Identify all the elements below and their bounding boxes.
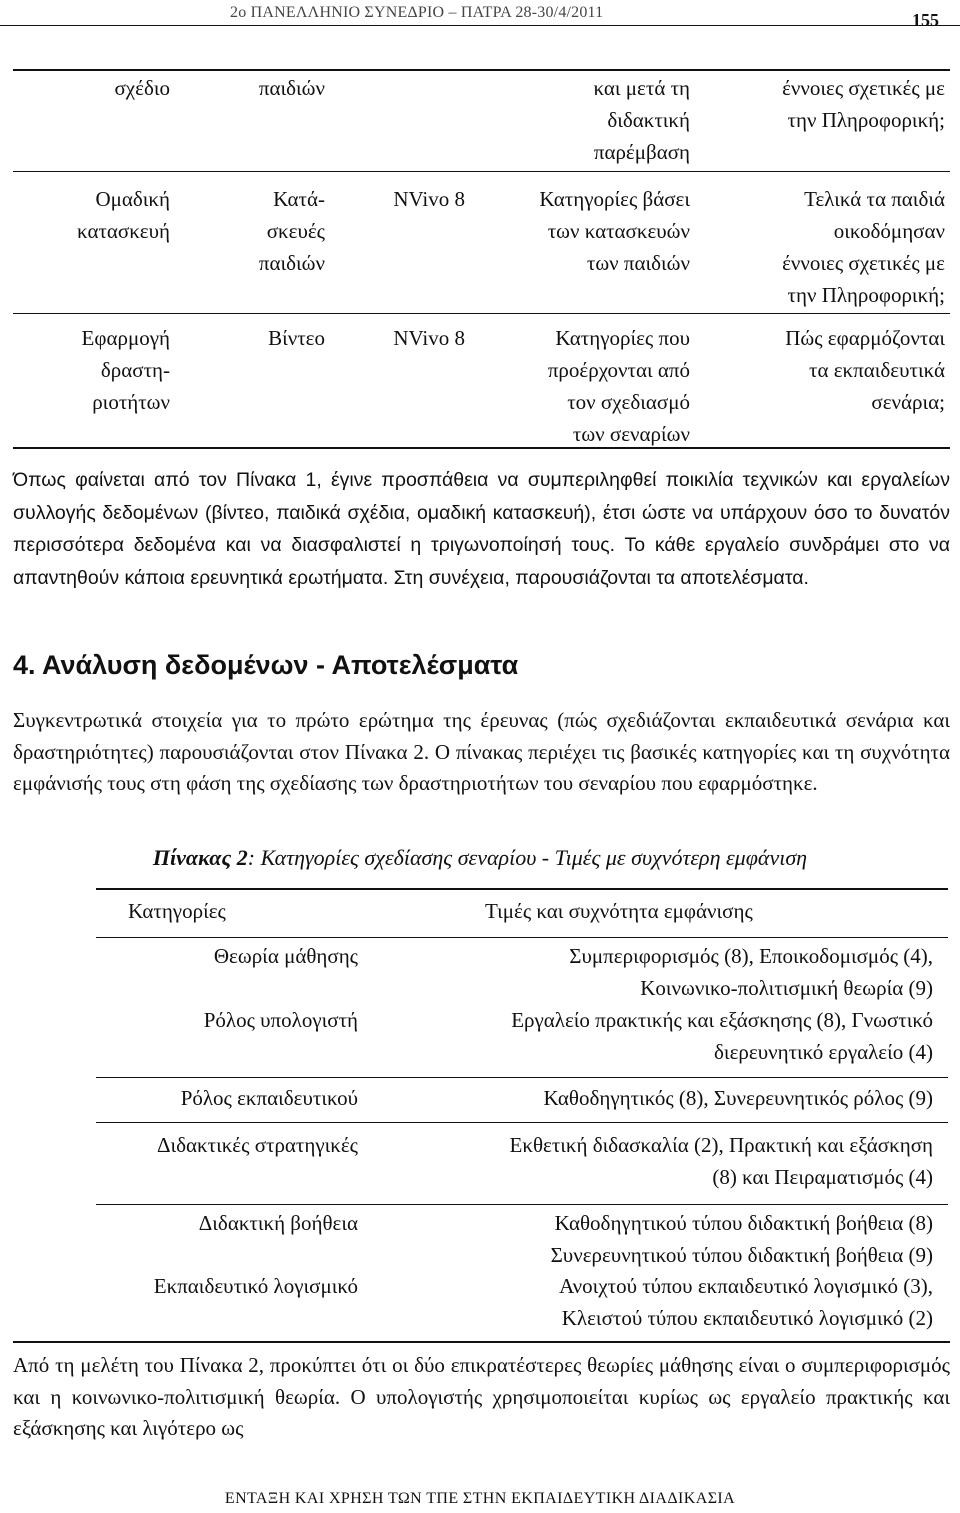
- table-2-category: Ρόλος υπολογιστή: [203, 1008, 358, 1032]
- table-2-category: Ρόλος εκπαιδευτικού: [180, 1086, 358, 1110]
- table-2-caption-label: Πίνακας 2: [152, 845, 248, 870]
- table-1-cell: Πώς εφαρμόζονται τα εκπαιδευτικά σενάρια;: [785, 326, 945, 414]
- table-1-cell: παιδιών: [258, 76, 325, 100]
- table-1-row-rule: [13, 171, 950, 172]
- table-2-top-rule: [96, 888, 948, 890]
- table-1-cell: Κατά- σκευές παιδιών: [258, 187, 325, 275]
- table-1-cell: Κατηγορίες που προέρχονται από τον σχεδιασμό των σεναρίων: [547, 326, 690, 446]
- body-paragraph: Από τη μελέτη του Πίνακα 2, προκύπτει ότι οι δύο επικρατέστερες θεωρίες μάθησης είναι ο συμπεριφορισμός και η κοινωνικο-πολιτισμική θεωρία. Ο υπολογιστής χρησιμοποιείται κυρίως ως εργαλείο πρακτικής και εξάσκησης και λιγότερο ως: [13, 1353, 950, 1440]
- table-2-category: Διδακτικές στρατηγικές: [157, 1133, 358, 1157]
- body-paragraph: Συγκεντρωτικά στοιχεία για το πρώτο ερώτημα της έρευνας (πώς σχεδιάζονται εκπαιδευτικά σενάρια και δραστηριότητες) παρουσιάζονται στον Πίνακα 2. Ο πίνακας περιέχει τις βασικές κατηγορίες και τη συχνότητα εμφάνισής τους στη φάση της σχεδίασης των δραστηριοτήτων του σεναρίου που εφαρμόστηκε.: [13, 708, 950, 795]
- table-2-row-rule: [96, 1122, 948, 1123]
- page-number: 155: [912, 10, 939, 30]
- table-2-header-values: Τιμές και συχνότητα εμφάνισης: [485, 899, 753, 923]
- table-2-row-rule: [96, 1077, 948, 1078]
- table-2-caption-text: : Κατηγορίες σχεδίασης σεναρίου - Τιμές με συχνότερη εμφάνιση: [247, 845, 808, 870]
- table-1-row-rule: [13, 313, 950, 314]
- table-2-bottom-rule: [13, 1341, 950, 1343]
- table-1-cell: NVivo 8: [393, 187, 465, 211]
- table-2-values: Ανοιχτού τύπου εκπαιδευτικό λογισμικό (3), Κλειστού τύπου εκπαιδευτικό λογισμικό (2): [559, 1274, 933, 1330]
- table-2-category: Διδακτική βοήθεια: [198, 1211, 358, 1235]
- table-1-cell: NVivo 8: [393, 326, 465, 350]
- table-2-category: Θεωρία μάθησης: [213, 944, 358, 968]
- table-2-row-rule: [96, 1204, 948, 1205]
- table-2-values: Καθοδηγητικός (8), Συνερευνητικός ρόλος (9): [543, 1086, 933, 1110]
- table-1-top-rule: [13, 69, 950, 71]
- table-1-cell: Ομαδική κατασκευή: [77, 187, 170, 243]
- table-1-cell: σχέδιο: [114, 76, 170, 100]
- table-2-header-rule: [96, 937, 948, 938]
- table-2-values: Καθοδηγητικού τύπου διδακτική βοήθεια (8) Συνερευνητικού τύπου διδακτική βοήθεια (9): [550, 1211, 933, 1267]
- table-2-values: Εργαλείο πρακτικής και εξάσκησης (8), Γνωστικό διερευνητικό εργαλείο (4): [511, 1008, 933, 1064]
- table-2-caption: [0, 845, 960, 871]
- table-2-category: Εκπαιδευτικό λογισμικό: [153, 1274, 358, 1298]
- table-1-cell: Εφαρμογή δραστη- ριοτήτων: [81, 326, 170, 414]
- table-1-cell: Κατηγορίες βάσει των κατασκευών των παιδιών: [539, 187, 690, 275]
- table-1-cell: και μετά τη διδακτική παρέμβαση: [593, 76, 690, 164]
- table-2-values: Εκθετική διδασκαλία (2), Πρακτική και εξάσκηση (8) και Πειραματισμός (4): [509, 1133, 933, 1189]
- running-header-title: 2ο ΠΑΝΕΛΛΗΝΙΟ ΣΥΝΕΔΡΙΟ – ΠΑΤΡΑ 28-30/4/2011: [230, 4, 604, 21]
- header-rule: [0, 25, 960, 26]
- table-2-header-category: Κατηγορίες: [128, 899, 226, 923]
- table-1-cell: έννοιες σχετικές με την Πληροφορική;: [782, 76, 945, 132]
- table-1-cell: Βίντεο: [268, 326, 325, 350]
- table-1-bottom-rule: [13, 447, 950, 449]
- running-footer: ΕΝΤΑΞΗ ΚΑΙ ΧΡΗΣΗ ΤΩΝ ΤΠΕ ΣΤΗΝ ΕΚΠΑΙΔΕΥΤΙΚΗ ΔΙΑΔΙΚΑΣΙΑ: [224, 1490, 736, 1507]
- table-1-cell: Τελικά τα παιδιά οικοδόμησαν έννοιες σχετικές με την Πληροφορική;: [782, 187, 945, 307]
- body-paragraph: Όπως φαίνεται από τον Πίνακα 1, έγινε προσπάθεια να συμπεριληφθεί ποικιλία τεχνικών και εργαλείων συλλογής δεδομένων (βίντεο, παιδικά σχέδια, ομαδική κατασκευή), έτσι ώστε να υπάρχουν όσο το δυνατόν περισσότερα δεδομένα και να διασφαλιστεί η τριγωνοποίησή τους. Το κάθε εργαλείο συνδράμει στο να απαντηθούν κάποια ερευνητικά ερωτήματα. Στη συνέχεια, παρουσιάζονται τα αποτελέσματα.: [13, 469, 950, 589]
- section-heading: 4. Ανάλυση δεδομένων - Αποτελέσματα: [13, 650, 519, 680]
- table-2-values: Συμπεριφορισμός (8), Εποικοδομισμός (4), Κοινωνικο-πολιτισμική θεωρία (9): [569, 944, 933, 1000]
